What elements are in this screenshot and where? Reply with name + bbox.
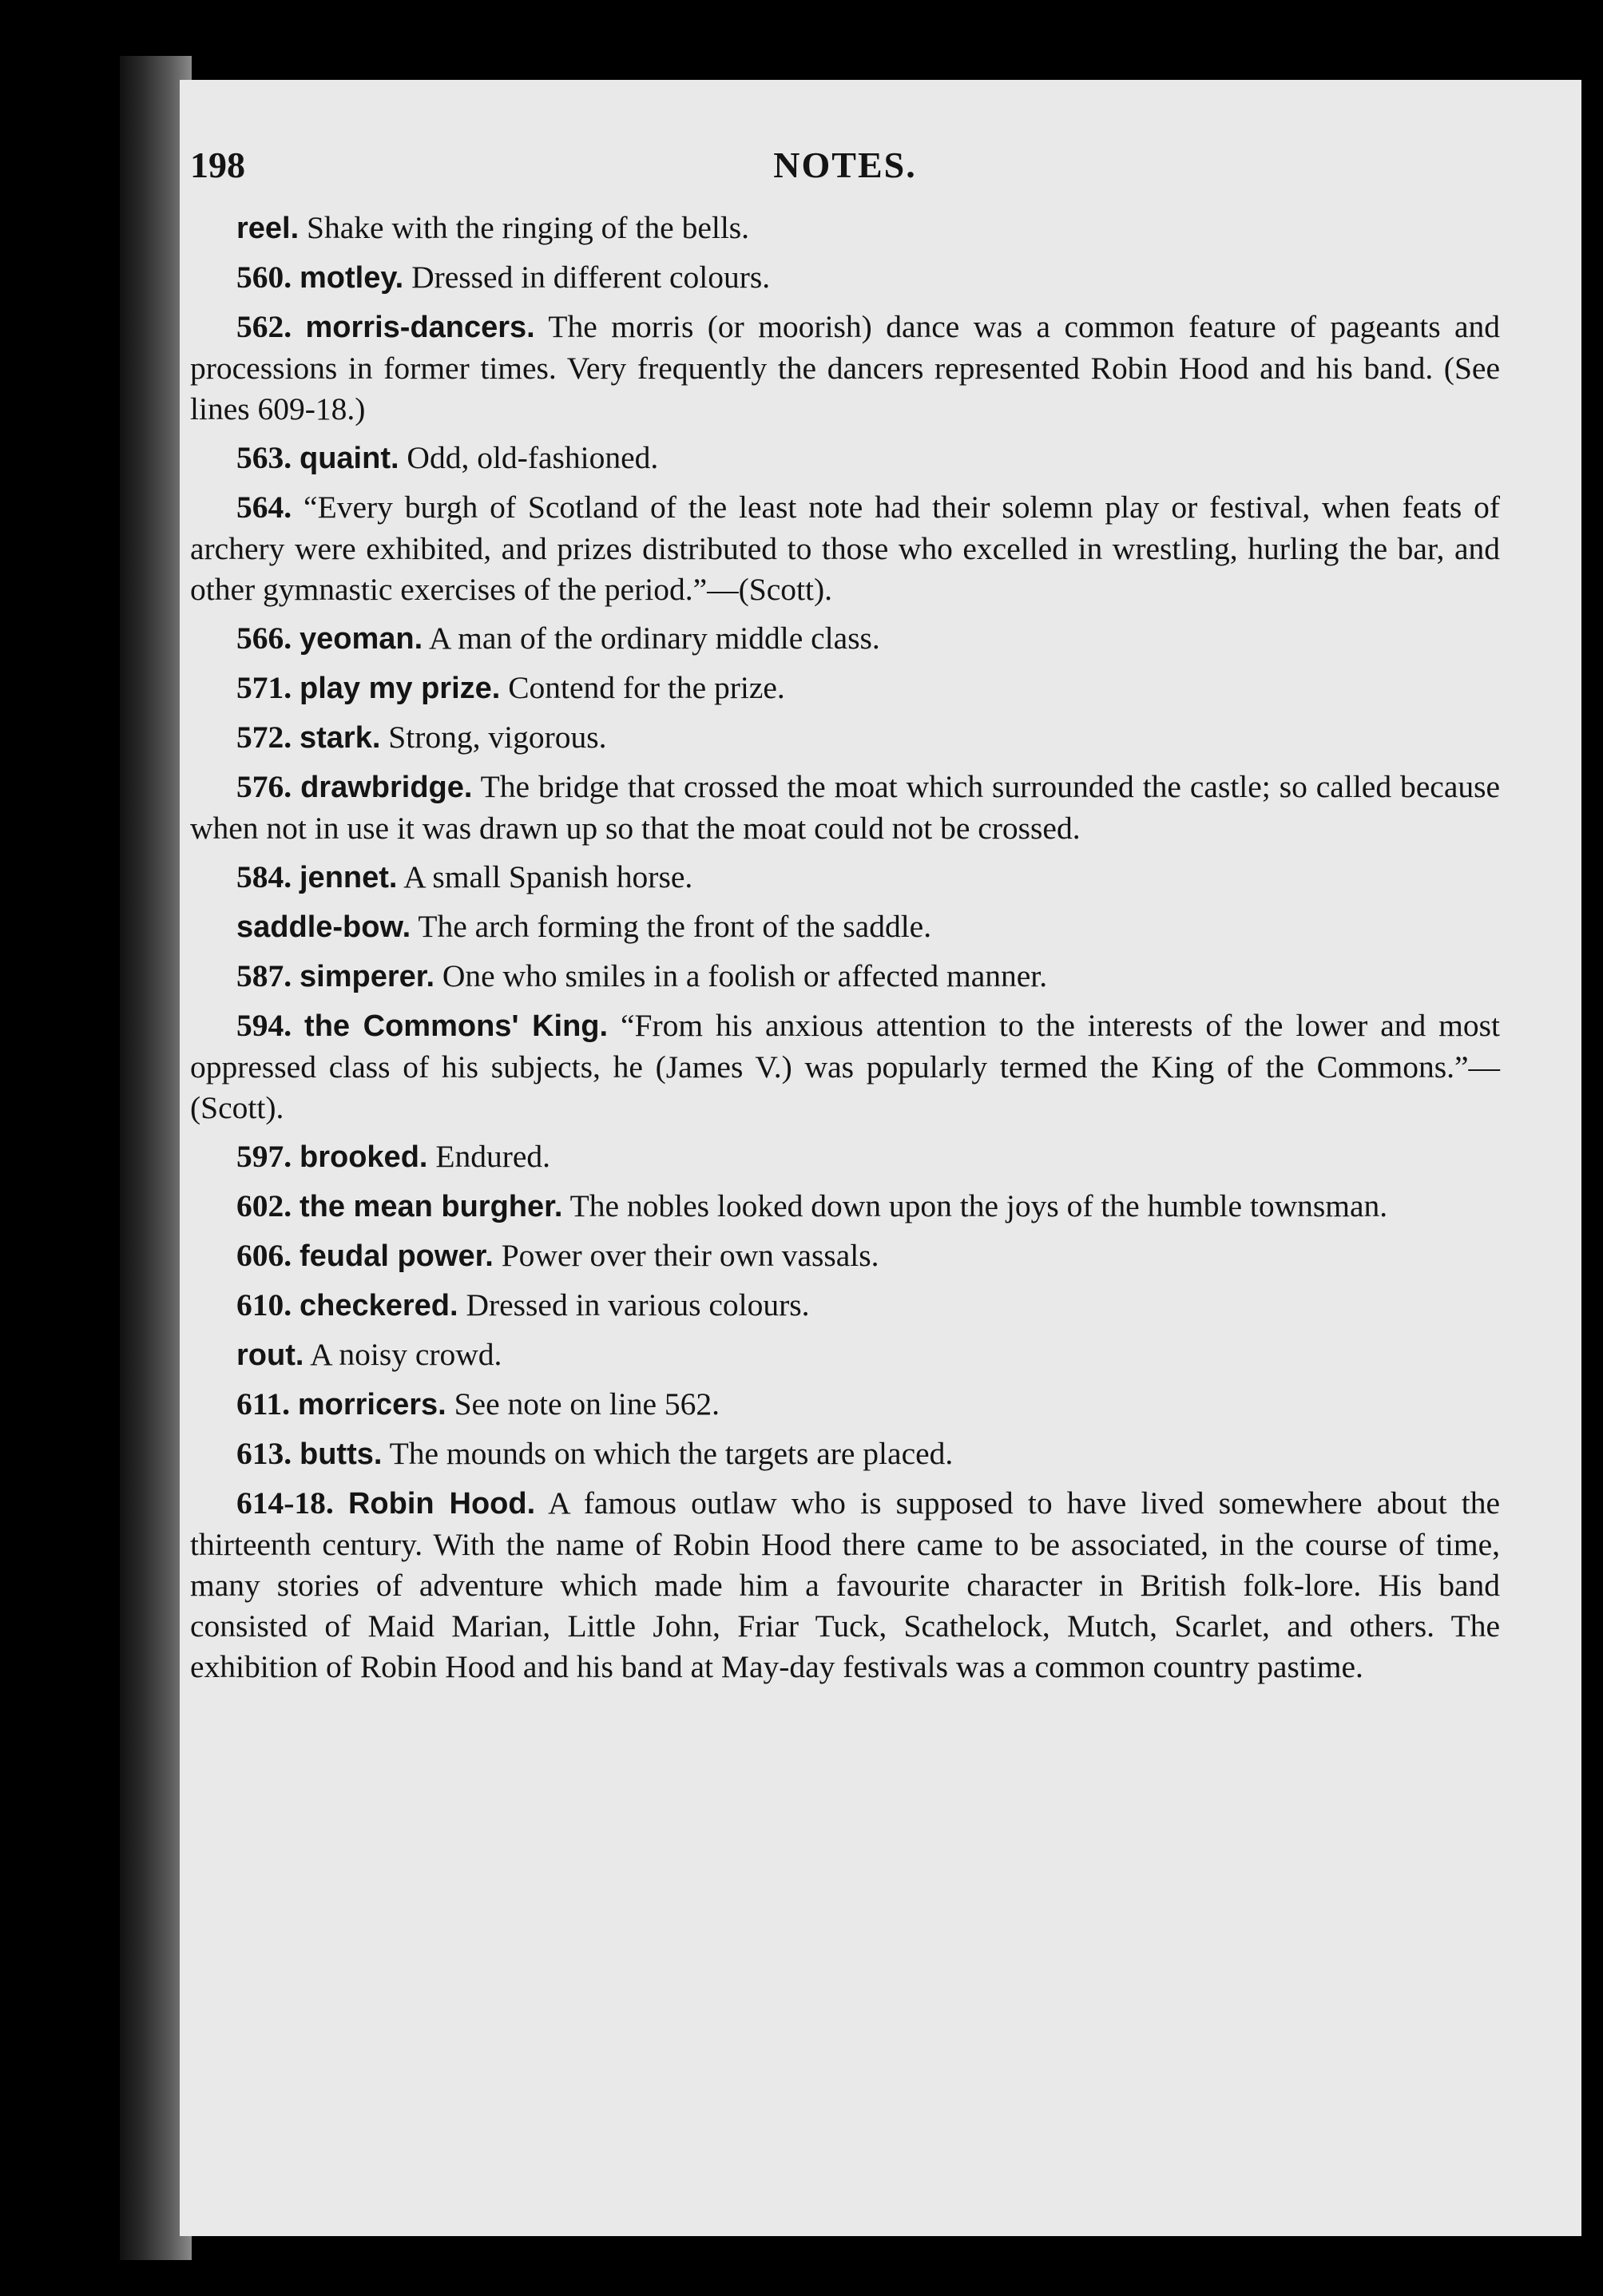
note-entry [190,1186,1500,1227]
note-term: feudal power. [300,1239,494,1273]
note-entry [190,717,1500,759]
note-entry [190,1136,1500,1178]
note-text: Contend for the prize. [500,670,785,705]
note-entry [190,618,1500,660]
note-entry [190,1334,1500,1376]
note-line-number: 563. [236,440,292,475]
note-text: The nobles looked down upon the joys of the humble townsman. [562,1188,1388,1223]
note-term: reel. [236,212,300,245]
note-line-number: 610. [236,1287,292,1322]
note-entry [190,767,1500,849]
note-line-number: 562. [236,309,292,344]
note-line-number: 576. [236,769,292,804]
note-term: simperer. [300,960,434,993]
page-number: 198 [190,145,245,185]
note-term: brooked. [300,1140,428,1174]
note-entry [190,208,1500,249]
note-term: stark. [300,721,381,755]
note-line-number: 613. [236,1436,292,1471]
note-entry [190,1235,1500,1277]
note-entry [190,1005,1500,1128]
note-line-number: 564. [236,490,292,525]
notes-list [190,208,1500,1687]
note-term: jennet. [300,861,398,894]
note-term: rout. [236,1338,304,1372]
note-entry [190,1483,1500,1687]
note-line-number: 560. [236,260,292,295]
running-head [190,144,1500,208]
note-line-number: 584. [236,859,292,894]
note-entry [190,1434,1500,1475]
note-term: play my prize. [300,672,501,705]
note-entry [190,1285,1500,1326]
note-entry [190,668,1500,709]
note-line-number: 594. [236,1008,292,1043]
note-term: the mean burgher. [300,1190,563,1223]
note-line-number: 602. [236,1188,292,1223]
note-text: A man of the ordinary middle class. [423,621,880,656]
note-text: “From his anxious attention to the interests of the lower and most oppressed class of his subjects, he (James V.) was popularly termed the King of the Commons.”—(Scott). [190,1008,1500,1125]
note-text: The bridge that crossed the moat which surrounded the castle; so called because when not in use it was drawn up so that the moat could not be crossed. [190,769,1501,846]
note-entry [190,857,1500,898]
note-text: Endured. [427,1139,551,1174]
note-term: yeoman. [300,622,423,656]
note-line-number: 606. [236,1238,292,1273]
note-term: butts. [300,1437,383,1471]
page-title: NOTES. [773,145,917,185]
note-term: quaint. [300,442,399,475]
page-content [190,144,1500,1695]
note-entry [190,956,1500,997]
note-line-number: 614-18. [236,1485,334,1521]
note-text: A famous outlaw who is supposed to have lived somewhere about the thirteenth century. With the name of Robin Hood there came to be associated, in the course of time, many stories of adventure which made him a favourite character in British folk-lore. His band consisted of Maid Marian, Little John, Friar Tuck, Scathelock, Mutch, Scarlet, and others. The exhibition of Robin Hood and his band at May-day festivals was a common country pastime. [190,1485,1500,1684]
note-line-number: 587. [236,958,292,993]
note-text: Dressed in different colours. [403,260,771,295]
note-term: morris-dancers. [305,311,535,344]
note-text: The mounds on which the targets are placed. [382,1436,954,1471]
note-term: saddle-bow. [236,910,411,944]
note-line-number: 566. [236,621,292,656]
note-entry [190,487,1500,610]
note-line-number: 572. [236,720,292,755]
note-entry [190,1384,1500,1426]
note-line-number: 611. [236,1386,290,1422]
note-line-number: 597. [236,1139,292,1174]
note-term: drawbridge. [300,771,473,804]
note-text: Power over their own vassals. [493,1238,879,1273]
note-entry [190,906,1500,948]
note-text: A small Spanish horse. [397,859,693,894]
note-term: the Commons' King. [304,1009,609,1043]
note-text: One who smiles in a foolish or affected manner. [434,958,1048,993]
note-text: Dressed in various colours. [458,1287,810,1322]
note-entry [190,438,1500,479]
note-term: morricers. [297,1388,446,1422]
note-term: checkered. [300,1289,458,1322]
note-text: See note on line 562. [446,1386,720,1422]
note-entry [190,257,1500,299]
note-entry [190,307,1500,430]
note-term: motley. [300,261,404,295]
note-text: Odd, old-fashioned. [399,440,659,475]
note-line-number: 571. [236,670,292,705]
note-text: The arch forming the front of the saddle. [411,909,932,944]
note-text: “Every burgh of Scotland of the least note had their solemn play or festival, when feats of archery were exhibited, and prizes distributed to those who excelled in wrestling, hurling the bar, and other gymnastic exercises of the period.”—(Scott). [190,490,1500,607]
note-text: The morris (or moorish) dance was a common feature of pageants and processions in former times. Very frequently the dancers represented Robin Hood and his band. (See lines 609-18.) [190,309,1500,426]
note-text: Strong, vigorous. [380,720,607,755]
note-text: Shake with the ringing of the bells. [299,210,750,245]
note-term: Robin Hood. [347,1487,536,1521]
note-text: A noisy crowd. [304,1337,502,1372]
